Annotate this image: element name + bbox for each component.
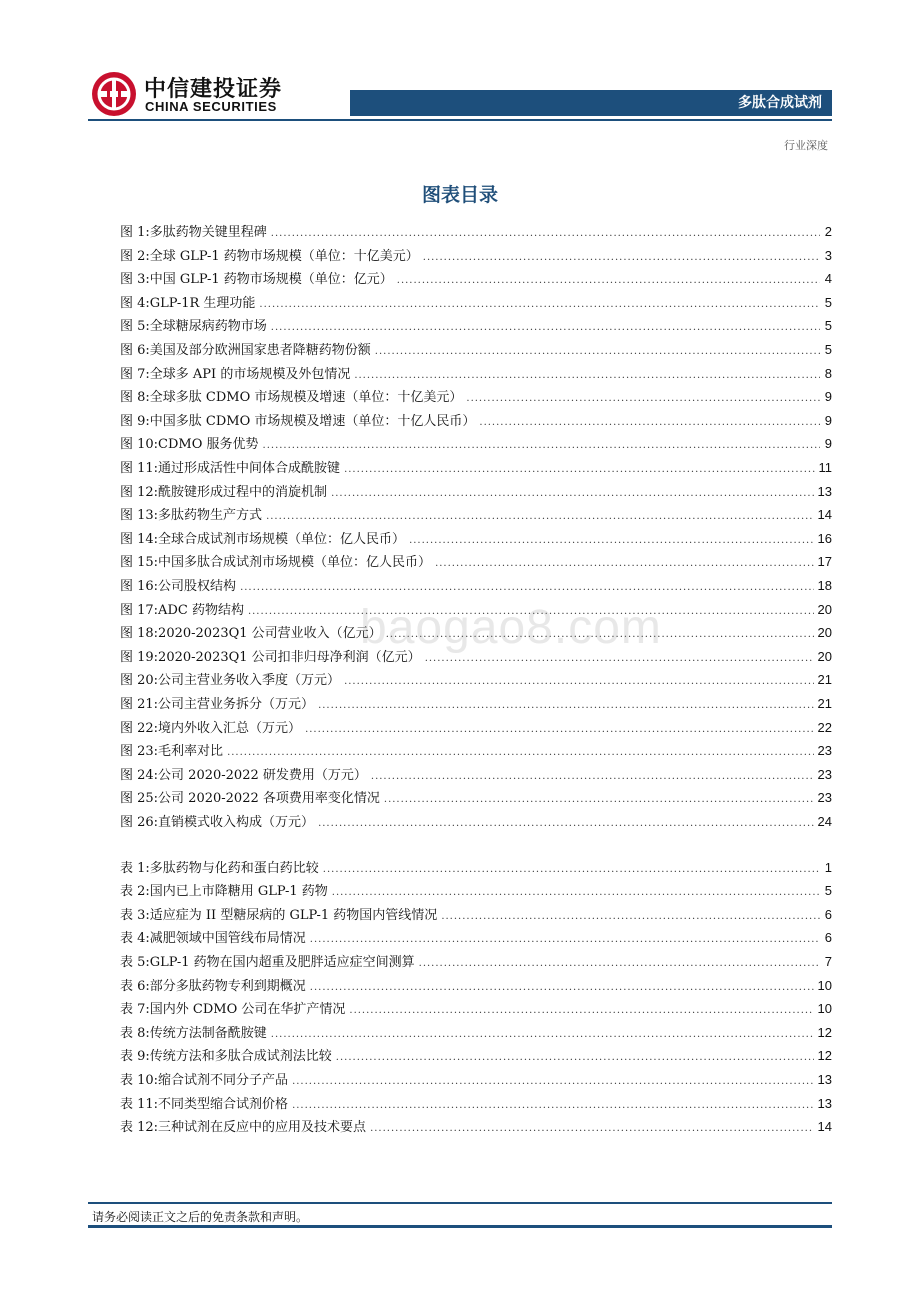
toc-figure-entry[interactable] bbox=[120, 668, 832, 692]
toc-page-number: 3 bbox=[824, 247, 832, 263]
toc-page-number: 23 bbox=[817, 766, 832, 782]
footer-disclaimer: 请务必阅读正文之后的免责条款和声明。 bbox=[92, 1210, 309, 1224]
toc-entry-label: 图 21:公司主营业务拆分（万元） bbox=[120, 697, 315, 712]
toc-figure-entry[interactable] bbox=[120, 763, 832, 787]
toc-page-number: 7 bbox=[824, 954, 832, 969]
toc-entry-label: 图 13:多肽药物生产方式 bbox=[120, 508, 263, 524]
toc-entry-label: 图 20:公司主营业务收入季度（万元） bbox=[120, 673, 341, 689]
toc-page-number: 23 bbox=[817, 743, 832, 759]
toc-dot-leader bbox=[349, 999, 813, 1023]
toc-page-number: 21 bbox=[817, 672, 832, 688]
toc-figure-entry[interactable] bbox=[120, 314, 832, 338]
toc-dot-leader bbox=[370, 1117, 813, 1141]
toc-entry-label: 表 11:不同类型缩合试剂价格 bbox=[120, 1096, 289, 1112]
toc-entry-label: 图 19:2020-2023Q1 公司扣非归母净利润（亿元） bbox=[120, 649, 421, 665]
toc-entry-label: 图 2:全球 GLP-1 药物市场规模（单位：十亿美元） bbox=[120, 248, 419, 264]
toc-dot-leader bbox=[323, 858, 820, 882]
toc-figure-entry[interactable] bbox=[120, 692, 832, 716]
toc-page-number: 6 bbox=[824, 930, 832, 946]
toc-page-number: 22 bbox=[817, 719, 832, 735]
toc-table-entry[interactable] bbox=[120, 926, 832, 950]
toc-entry-label: 表 3:适应症为 II 型糖尿病的 GLP-1 药物国内管线情况 bbox=[120, 907, 438, 923]
toc-figure-entry[interactable] bbox=[120, 244, 832, 268]
toc-figure-entry[interactable] bbox=[120, 432, 832, 456]
toc-figure-entry[interactable] bbox=[120, 574, 832, 598]
toc-table-entry[interactable] bbox=[120, 950, 832, 974]
toc-entry-label: 图 15:中国多肽合成试剂市场规模（单位：亿人民币） bbox=[120, 555, 432, 571]
toc-entry-label: 图 4:GLP-1R 生理功能 bbox=[120, 295, 256, 311]
toc-entry-label: 图 26:直销模式收入构成（万元） bbox=[120, 815, 315, 830]
toc-entry-label: 表 9:传统方法和多肽合成试剂法比较 bbox=[120, 1049, 332, 1065]
toc-entry-label: 图 24:公司 2020-2022 研发费用（万元） bbox=[120, 767, 367, 783]
toc-dot-leader bbox=[318, 694, 813, 718]
toc-page-number: 13 bbox=[817, 483, 832, 499]
toc-page-number: 5 bbox=[824, 294, 832, 310]
toc-page-number: 5 bbox=[824, 342, 832, 357]
toc-table-entry[interactable] bbox=[120, 997, 832, 1021]
toc-entry-label: 图 18:2020-2023Q1 公司营业收入（亿元） bbox=[120, 626, 382, 642]
header-divider bbox=[88, 119, 832, 121]
toc-table-entry[interactable] bbox=[120, 1115, 832, 1139]
toc-entry-label: 图 1:多肽药物关键里程碑 bbox=[120, 225, 267, 240]
toc-figure-entry[interactable] bbox=[120, 267, 832, 291]
toc-page-number: 20 bbox=[817, 625, 832, 641]
toc-dot-leader bbox=[397, 269, 820, 293]
toc-entry-label: 表 10:缩合试剂不同分子产品 bbox=[120, 1073, 289, 1088]
toc-figure-entry[interactable] bbox=[120, 810, 832, 834]
toc-entry-label: 图 11:通过形成活性中间体合成酰胺键 bbox=[120, 461, 341, 476]
toc-entry-label: 图 17:ADC 药物结构 bbox=[120, 602, 244, 618]
toc-page-number: 21 bbox=[817, 696, 832, 711]
toc-dot-leader bbox=[344, 670, 813, 694]
toc-entry-label: 图 22:境内外收入汇总（万元） bbox=[120, 720, 302, 736]
toc-figure-entry[interactable] bbox=[120, 527, 832, 551]
toc-page-number: 12 bbox=[817, 1024, 832, 1040]
toc-page-number: 1 bbox=[824, 859, 832, 875]
toc-figure-entry[interactable] bbox=[120, 291, 832, 315]
toc-page-number: 23 bbox=[817, 790, 832, 806]
toc-entry-label: 表 1:多肽药物与化药和蛋白药比较 bbox=[120, 860, 319, 876]
toc-figure-entry[interactable] bbox=[120, 409, 832, 433]
toc-dot-leader bbox=[227, 741, 813, 765]
toc-dot-leader bbox=[263, 434, 820, 458]
toc-title: 图表目录 bbox=[421, 184, 498, 206]
toc-table-entry[interactable] bbox=[120, 856, 832, 880]
toc-dot-leader bbox=[271, 222, 820, 246]
toc-entry-label: 图 7:全球多 API 的市场规模及外包情况 bbox=[120, 366, 351, 382]
logo-english-name: CHINA SECURITIES bbox=[145, 99, 277, 114]
toc-page-number: 20 bbox=[817, 601, 832, 617]
toc-page-number: 12 bbox=[817, 1048, 832, 1064]
toc-entry-label: 表 8:传统方法制备酰胺键 bbox=[120, 1025, 267, 1041]
footer-divider bbox=[88, 1202, 832, 1204]
toc-dot-leader bbox=[375, 340, 820, 364]
toc-figure-entry[interactable] bbox=[120, 786, 832, 810]
toc-dot-leader bbox=[331, 482, 813, 506]
toc-dot-leader bbox=[318, 812, 813, 836]
toc-entry-label: 图 12:酰胺键形成过程中的消旋机制 bbox=[120, 484, 328, 500]
toc-dot-leader bbox=[409, 529, 813, 553]
toc-entry-label: 图 6:美国及部分欧洲国家患者降糖药物份额 bbox=[120, 343, 371, 358]
toc-entry-label: 表 6:部分多肽药物专利到期概况 bbox=[120, 978, 306, 994]
toc-entry-label: 图 10:CDMO 服务优势 bbox=[120, 437, 259, 453]
toc-dot-leader bbox=[344, 458, 814, 482]
toc-table-entry[interactable] bbox=[120, 1044, 832, 1068]
toc-page-number: 13 bbox=[817, 1072, 832, 1087]
toc-entry-label: 表 2:国内已上市降糖用 GLP-1 药物 bbox=[120, 884, 328, 900]
toc-dot-leader bbox=[271, 1023, 814, 1047]
toc-page-number: 4 bbox=[824, 271, 832, 287]
toc-page-number: 6 bbox=[824, 906, 832, 922]
toc-dot-leader bbox=[310, 976, 814, 1000]
toc-page-number: 5 bbox=[824, 318, 832, 334]
toc-entry-label: 表 7:国内外 CDMO 公司在华扩产情况 bbox=[120, 1002, 346, 1018]
footer-bottom-divider bbox=[88, 1225, 832, 1228]
toc-page-number: 9 bbox=[824, 436, 832, 452]
toc-dot-leader bbox=[479, 411, 820, 435]
toc-dot-leader bbox=[423, 246, 820, 270]
toc-entry-label: 图 25:公司 2020-2022 各项费用率变化情况 bbox=[120, 791, 380, 807]
toc-page-number: 14 bbox=[817, 1119, 832, 1135]
toc-page-number: 24 bbox=[817, 814, 832, 829]
logo-chinese-name: 中信建投证券 bbox=[144, 77, 283, 102]
toc-page-number: 20 bbox=[817, 648, 832, 664]
toc-dot-leader bbox=[354, 364, 820, 388]
toc-page-number: 10 bbox=[817, 1001, 832, 1017]
toc-page-number: 5 bbox=[824, 883, 832, 899]
toc-dot-leader bbox=[292, 1070, 813, 1094]
toc-figure-entry[interactable] bbox=[120, 550, 832, 574]
toc-dot-leader bbox=[384, 788, 814, 812]
toc-dot-leader bbox=[435, 552, 813, 576]
toc-dot-leader bbox=[419, 952, 820, 976]
toc-page-number: 17 bbox=[817, 554, 832, 570]
toc-page-number: 13 bbox=[817, 1095, 832, 1111]
toc-dot-leader bbox=[305, 718, 813, 742]
toc-table-entry[interactable] bbox=[120, 1021, 832, 1045]
toc-dot-leader bbox=[259, 293, 820, 317]
toc-page-number: 11 bbox=[818, 460, 832, 475]
toc-table-entry[interactable] bbox=[120, 879, 832, 903]
toc-dot-leader bbox=[336, 1046, 814, 1070]
toc-entry-label: 表 12:三种试剂在反应中的应用及技术要点 bbox=[120, 1120, 367, 1136]
toc-dot-leader bbox=[332, 881, 820, 905]
toc-page-number: 2 bbox=[824, 224, 832, 239]
toc-dot-leader bbox=[271, 316, 820, 340]
toc-dot-leader bbox=[292, 1094, 813, 1118]
company-logo bbox=[90, 70, 310, 120]
toc-entry-label: 图 14:全球合成试剂市场规模（单位：亿人民币） bbox=[120, 531, 406, 547]
toc-dot-leader bbox=[310, 928, 820, 952]
toc-page-number: 18 bbox=[817, 578, 832, 593]
toc-page-number: 9 bbox=[824, 412, 832, 428]
toc-entry-label: 图 23:毛利率对比 bbox=[120, 744, 224, 760]
toc-table-entry[interactable] bbox=[120, 903, 832, 927]
toc-page-number: 14 bbox=[817, 507, 832, 523]
china-securities-logo-icon bbox=[90, 70, 138, 118]
toc-dot-leader bbox=[441, 905, 820, 929]
toc-entry-label: 表 5:GLP-1 药物在国内超重及肥胖适应症空间测算 bbox=[120, 955, 415, 970]
toc-figure-entry[interactable] bbox=[120, 456, 832, 480]
toc-figure-entry[interactable] bbox=[120, 338, 832, 362]
toc-figure-entry[interactable] bbox=[120, 739, 832, 763]
toc-entry-label: 表 4:减肥领域中国管线布局情况 bbox=[120, 931, 306, 947]
toc-page-number: 9 bbox=[824, 389, 832, 405]
toc-table-entry[interactable] bbox=[120, 974, 832, 998]
watermark: baogao8.com bbox=[360, 601, 662, 654]
toc-table-entry[interactable] bbox=[120, 1092, 832, 1116]
toc-figure-entry[interactable] bbox=[120, 503, 832, 527]
toc-page-number: 16 bbox=[817, 530, 832, 546]
toc-dot-leader bbox=[240, 576, 813, 600]
toc-page-number: 8 bbox=[824, 365, 832, 381]
toc-figure-entry[interactable] bbox=[120, 362, 832, 386]
toc-figure-entry[interactable] bbox=[120, 480, 832, 504]
toc-dot-leader bbox=[466, 387, 820, 411]
toc-entry-label: 图 16:公司股权结构 bbox=[120, 579, 237, 594]
toc-table-entry[interactable] bbox=[120, 1068, 832, 1092]
toc-entry-label: 图 5:全球糖尿病药物市场 bbox=[120, 319, 267, 335]
document-type-label: 行业深度 bbox=[784, 139, 828, 152]
toc-dot-leader bbox=[371, 765, 814, 789]
toc-page-number: 10 bbox=[817, 977, 832, 993]
toc-figure-entry[interactable] bbox=[120, 220, 832, 244]
toc-entry-label: 图 3:中国 GLP-1 药物市场规模（单位：亿元） bbox=[120, 272, 393, 288]
toc-figure-entry[interactable] bbox=[120, 716, 832, 740]
toc-dot-leader bbox=[266, 505, 813, 529]
toc-entry-label: 图 9:中国多肽 CDMO 市场规模及增速（单位：十亿人民币） bbox=[120, 413, 476, 429]
toc-figure-entry[interactable] bbox=[120, 385, 832, 409]
toc-entry-label: 图 8:全球多肽 CDMO 市场规模及增速（单位：十亿美元） bbox=[120, 390, 463, 406]
report-topic-banner: 多肽合成试剂 bbox=[350, 90, 832, 116]
